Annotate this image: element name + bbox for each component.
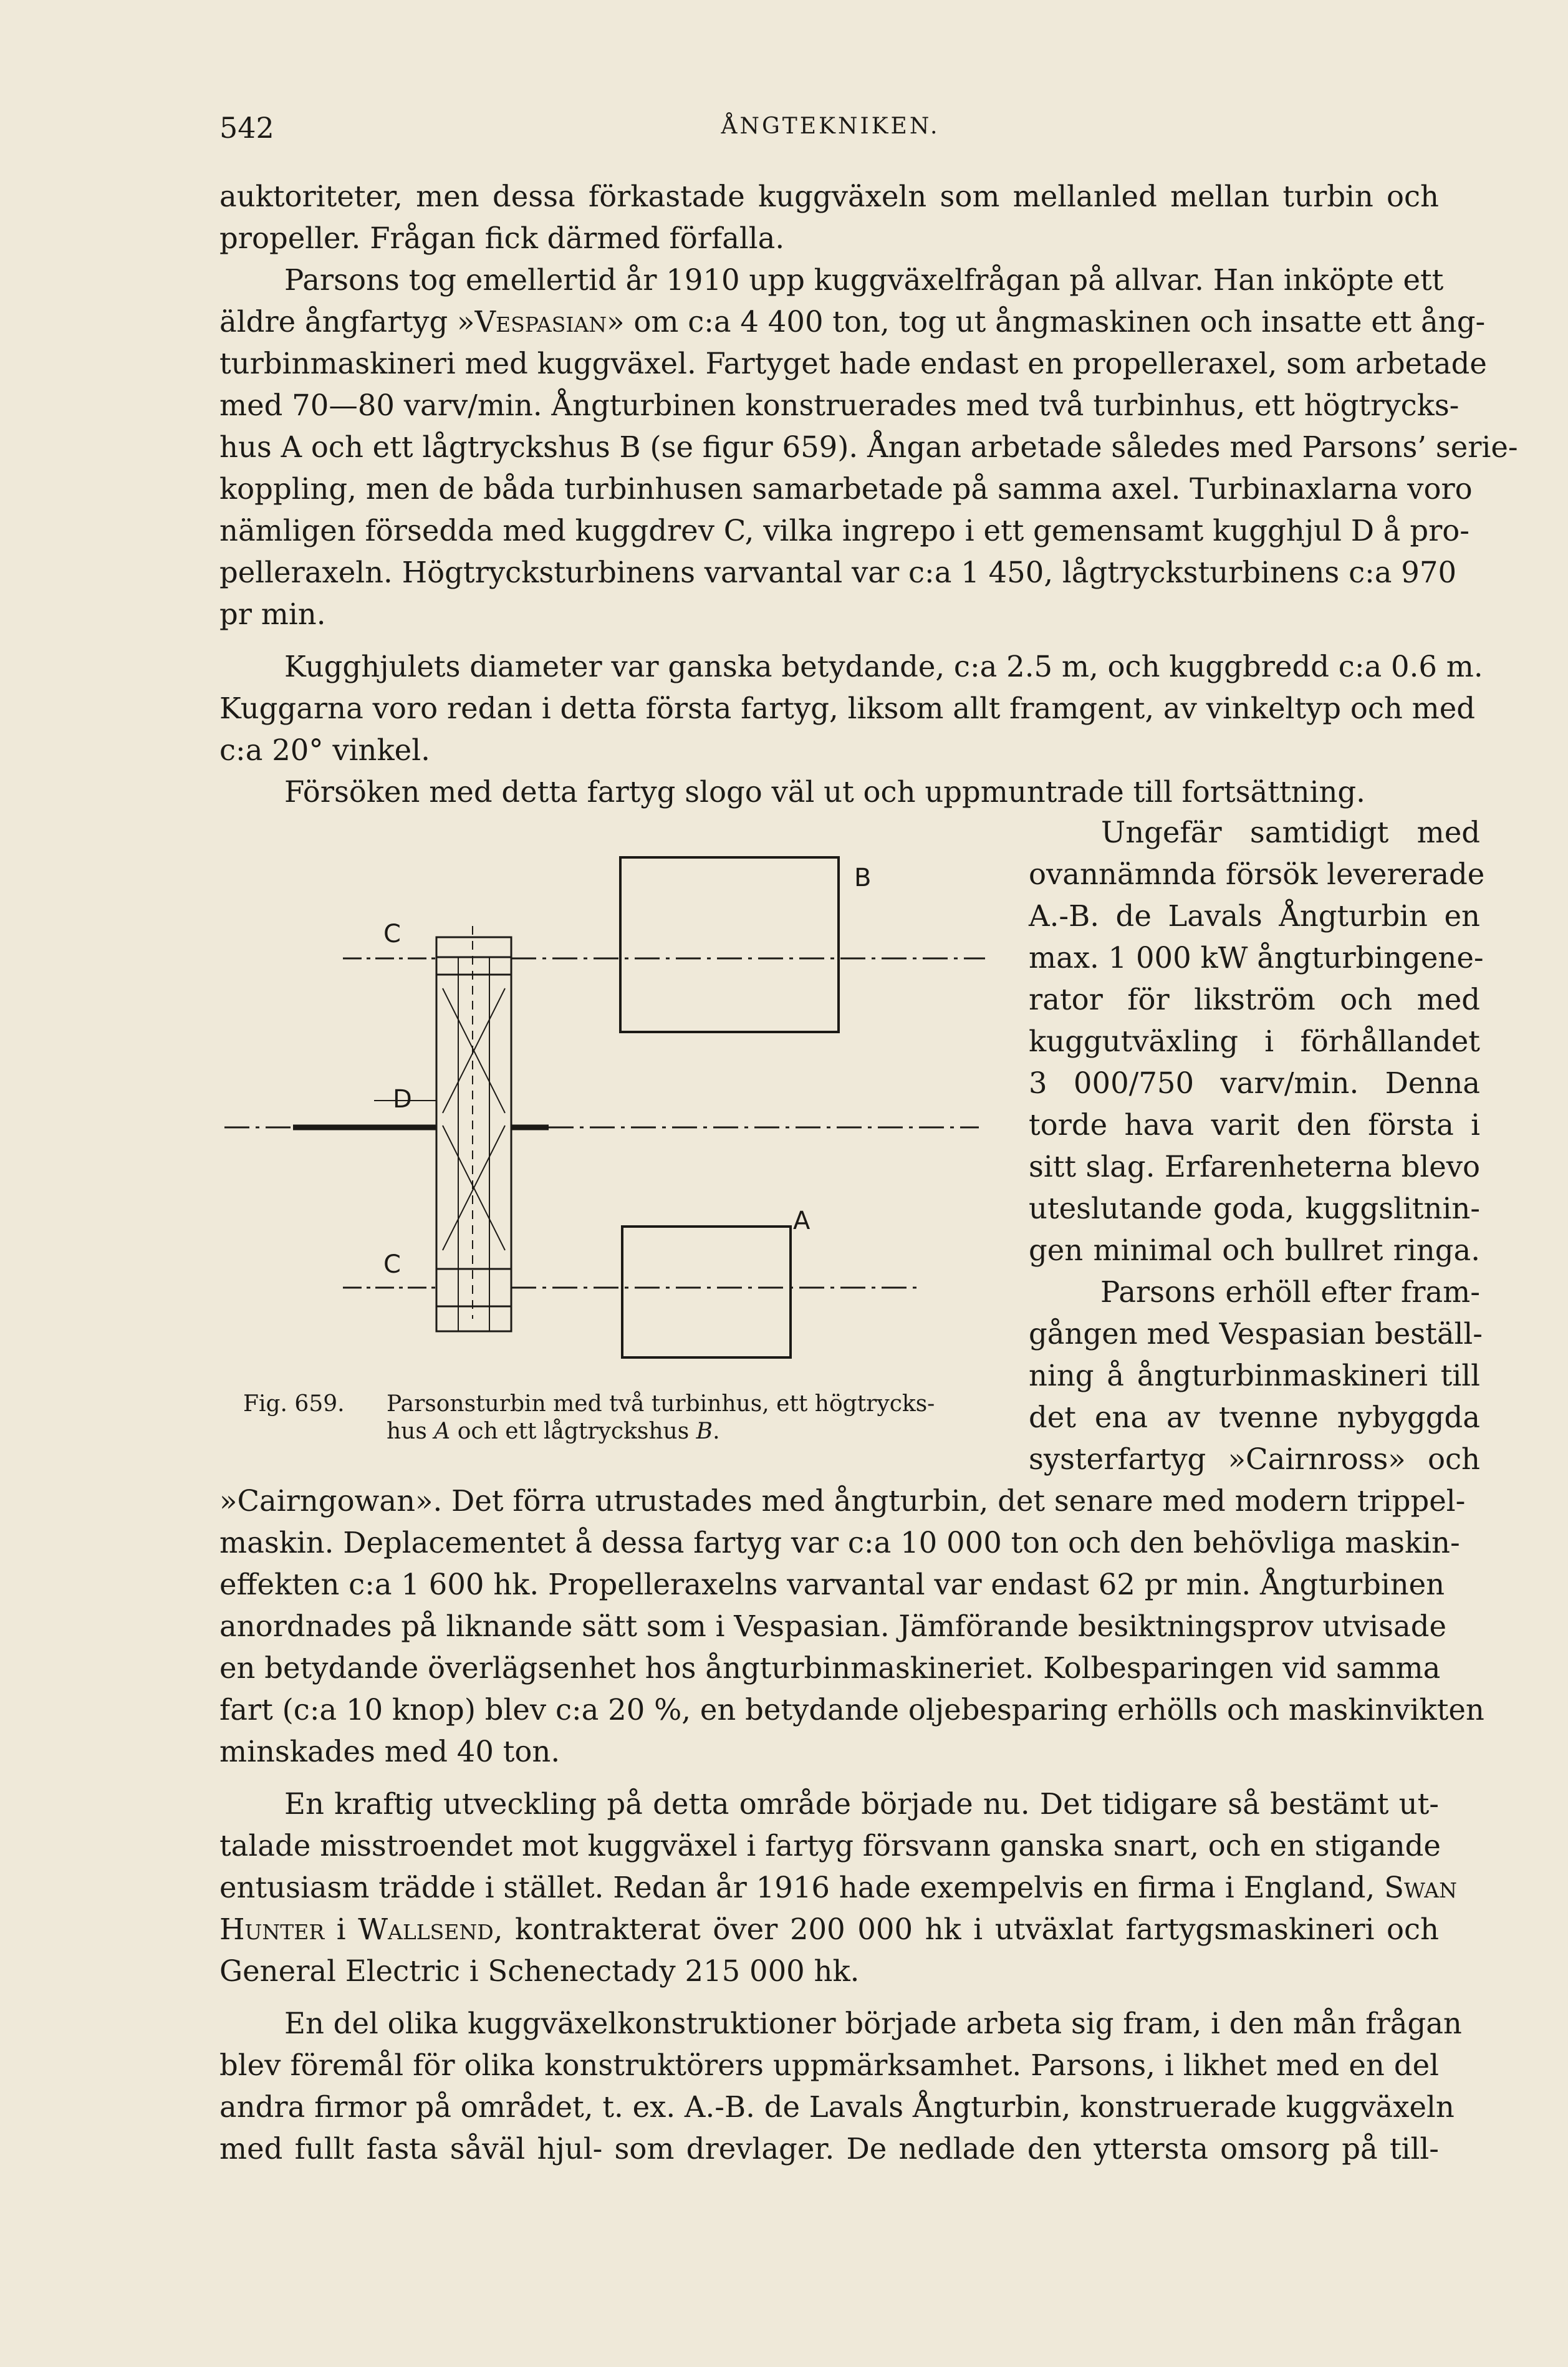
text-line: minskades med 40 ton. bbox=[219, 1735, 560, 1768]
text-line: Hunter i Wallsend, kontrakterat över 200 000 hk i utväxlat fartygsmaskineri och bbox=[219, 1912, 1440, 1946]
side-text-line: max. 1 000 kW ångturbingene- bbox=[1029, 941, 1484, 975]
side-text-line: Parsons erhöll efter fram- bbox=[1100, 1275, 1480, 1309]
text-line: effekten c:a 1 600 hk. Propelleraxelns varvantal var endast 62 pr min. Ångturbinen bbox=[219, 1568, 1445, 1601]
text-line: Kugghjulets diameter var ganska betydande, c:a 2.5 m, och kuggbredd c:a 0.6 m. bbox=[284, 650, 1483, 683]
label-c-bottom: C bbox=[383, 1250, 401, 1279]
text-line: koppling, men de båda turbinhusen samarbetade på samma axel. Turbinaxlarna voro bbox=[219, 472, 1473, 506]
text-line: General Electric i Schenectady 215 000 hk. bbox=[219, 1954, 860, 1988]
label-b: B bbox=[854, 864, 872, 892]
side-text-line: gången med Vespasian beställ- bbox=[1029, 1317, 1483, 1351]
text-line: propeller. Frågan fick därmed förfalla. bbox=[219, 221, 785, 255]
text-line: Försöken med detta fartyg slogo väl ut och uppmuntrade till fortsättning. bbox=[284, 775, 1365, 809]
side-text-line: rator för likström och med bbox=[1029, 983, 1480, 1016]
side-text-line: ning å ångturbinmaskineri till bbox=[1029, 1359, 1480, 1392]
text-line: pr min. bbox=[219, 597, 326, 631]
low-pressure-house-b bbox=[620, 857, 839, 1032]
side-text-line: ovannämnda försök levererade bbox=[1029, 857, 1485, 891]
gear-wheel-d bbox=[436, 957, 511, 1331]
text-line: c:a 20° vinkel. bbox=[219, 733, 430, 767]
text-line: turbinmaskineri med kuggväxel. Fartyget hade endast en propelleraxel, som arbetade bbox=[219, 347, 1487, 380]
label-a: A bbox=[793, 1207, 810, 1235]
text-line: pelleraxeln. Högtrycksturbinens varvantal var c:a 1 450, lågtrycksturbinens c:a 970 bbox=[219, 556, 1457, 589]
pinion-c-bottom bbox=[436, 1269, 511, 1306]
text-line: maskin. Deplacementet å dessa fartyg var c:a 10 000 ton och den behövliga maskin- bbox=[219, 1526, 1460, 1560]
text-line: »Cairngowan». Det förra utrustades med ångturbin, det senare med modern trippel- bbox=[219, 1484, 1466, 1518]
side-text-line: Ungefär samtidigt med bbox=[1101, 816, 1480, 849]
side-text-line: A.-B. de Lavals Ångturbin en bbox=[1029, 899, 1480, 933]
text-line: blev föremål för olika konstruktörers uppmärksamhet. Parsons, i likhet med en del bbox=[219, 2048, 1439, 2082]
high-pressure-house-a bbox=[622, 1227, 791, 1357]
page-header bbox=[219, 111, 1441, 148]
text-line: En del olika kuggväxelkonstruktioner började arbeta sig fram, i den mån frågan bbox=[284, 2007, 1462, 2040]
turbine-diagram bbox=[212, 845, 998, 1369]
text-line: Parsons tog emellertid år 1910 upp kuggväxelfrågan på allvar. Han inköpte ett bbox=[284, 263, 1444, 297]
text-line: med fullt fasta såväl hjul- som drevlager. De nedlade den yttersta omsorg på till- bbox=[219, 2132, 1439, 2166]
text-line: med 70—80 varv/min. Ångturbinen konstruerades med två turbinhus, ett högtrycks- bbox=[219, 388, 1460, 422]
page-number: 542 bbox=[219, 111, 274, 145]
text-line: anordnades på liknande sätt som i Vespasian. Jämförande besiktningsprov utvisade bbox=[219, 1609, 1447, 1643]
side-text-line: systerfartyg »Cairnross» och bbox=[1029, 1442, 1480, 1476]
text-line: hus A och ett lågtryckshus B (se figur 659). Ångan arbetade således med Parsons’ serie- bbox=[219, 430, 1518, 464]
side-text-line: sitt slag. Erfarenheterna blevo bbox=[1029, 1150, 1480, 1184]
side-text-line: uteslutande goda, kuggslitnin- bbox=[1029, 1192, 1480, 1225]
text-line: en betydande överlägsenhet hos ångturbinmaskineriet. Kolbesparingen vid samma bbox=[219, 1651, 1441, 1685]
text-line: entusiasm trädde i stället. Redan år 1916 hade exempelvis en firma i England, Swan bbox=[219, 1871, 1457, 1904]
side-text-line: 3 000/750 varv/min. Denna bbox=[1029, 1066, 1480, 1100]
text-line: Kuggarna voro redan i detta första fartyg, liksom allt framgent, av vinkeltyp och med bbox=[219, 692, 1475, 725]
text-line: nämligen försedda med kuggdrev C, vilka ingrepo i ett gemensamt kugghjul D å pro- bbox=[219, 514, 1470, 547]
pinion-c-top bbox=[436, 937, 511, 975]
text-line: auktoriteter, men dessa förkastade kuggväxeln som mellanled mellan turbin och bbox=[219, 180, 1439, 213]
text-line: andra firmor på området, t. ex. A.-B. de Lavals Ångturbin, konstruerade kuggväxeln bbox=[219, 2090, 1455, 2124]
figure-caption: Fig. 659. Parsonsturbin med två turbinhus, ett högtrycks- hus A och ett lågtryckshus B. bbox=[243, 1391, 935, 1444]
label-d: D bbox=[393, 1085, 412, 1114]
label-c-top: C bbox=[383, 920, 401, 948]
side-text-line: gen minimal och bullret ringa. bbox=[1029, 1233, 1480, 1267]
text-line: talade misstroendet mot kuggväxel i fartyg försvann ganska snart, och en stigande bbox=[219, 1829, 1441, 1863]
text-line: äldre ångfartyg »Vespasian» om c:a 4 400 ton, tog ut ångmaskinen och insatte ett ång- bbox=[219, 305, 1486, 339]
figure-659 bbox=[212, 845, 998, 1369]
text-line: En kraftig utveckling på detta område började nu. Det tidigare så bestämt ut- bbox=[284, 1787, 1439, 1821]
running-title: ÅNGTEKNIKEN. bbox=[721, 113, 940, 139]
side-text-line: kuggutväxling i förhållandet bbox=[1029, 1024, 1480, 1058]
text-line: fart (c:a 10 knop) blev c:a 20 %, en betydande oljebesparing erhölls och maskinvikten bbox=[219, 1693, 1484, 1727]
side-text-line: det ena av tvenne nybyggda bbox=[1029, 1400, 1480, 1434]
side-text-line: torde hava varit den första i bbox=[1029, 1108, 1480, 1142]
